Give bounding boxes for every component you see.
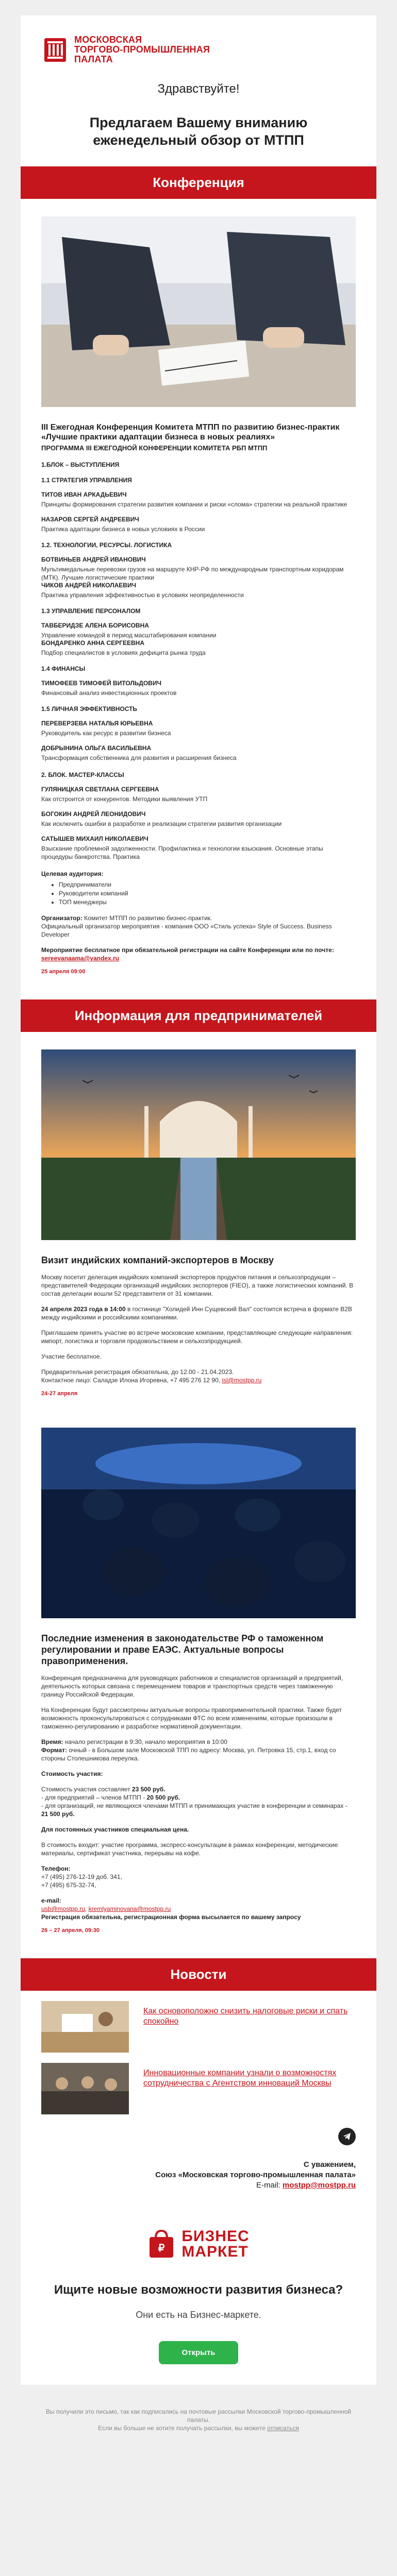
india-paragraph: 24 апреля 2023 года в 14:00 в гостинице "Холидей Инн Сущевский Вал" состоится встреча в формате B2B между индийскими и российскими компаниями. [41,1306,352,1321]
talk-title: Трансформация собственника для развития и расширения бизнеса [41,754,237,761]
speaker-name: НАЗАРОВ СЕРГЕЙ АНДРЕЕВИЧ [41,516,139,523]
india-section [21,1032,376,1958]
business-market-sub: Они есть на Бизнес-маркете. [136,2310,261,2320]
india-paragraph: Предварительная регистрация обязательна, до 12.00 - 21.04.2023. Контактное лицо: Саладзе Илона Игоревна, +7 495 276 12 90, isl@mostpp.ru [41,1368,262,1384]
footer: Вы получили это письмо, так как подписались на почтовые рассылки Московской торгово-промышленной палаты. Если вы больше не хотите получать рассылки, вы можете отписаться [46,2408,351,2432]
news-link[interactable]: Как основоположно снизить налоговые риски и спать спокойно [143,2007,348,2026]
talk-title: Взыскание проблемной задолженности. Профилактика и технологии взыскания. Основные этапы процедуры банкротства. Практика [41,845,323,860]
registration-email-link[interactable]: sereevanaama@yandex.ru [41,955,120,962]
conference-subtitle: «Лучшие практики адаптации бизнеса в новых реалиях» [41,433,275,442]
customs-title: Последние изменения в законодательстве РФ о таможенном регулировании и праве ЕАЭС. Актуальные вопросы правоприменения. [41,1633,324,1666]
customs-paragraph: Конференция предназначена для руководящих работников и специалистов организаций и предприятий, деятельность которых связана с перемещением товаров и транспортных средств через таможенную границу Российской Федерации. [41,1674,343,1698]
talk-title: Управление командой в период масштабирования компании [41,632,217,639]
india-paragraph: Участие бесплатное. [41,1353,102,1360]
section-header-conference: Конференция [21,166,376,199]
customs-paragraph: В стоимость входит: участие программа, экспресс-консультации в рамках конференции, методические материалы, сертификат участника, перерывы на кофе. [41,1841,338,1857]
speaker-name: ДОБРЫНИНА ОЛЬГА ВАСИЛЬЕВНА [41,744,152,752]
speaker-name: ТИМОФЕЕВ ТИМОФЕЙ ВИТОЛЬДОВИЧ [41,680,161,687]
customs-paragraph: Время: начало регистрации в 9:30, начало мероприятия в 10:00 Формат: очный - в Большом зале Московской ТПП по адресу: Москва, ул. Петровка 15, стр.1, вход со стороны Столешникова переулка. [41,1738,336,1762]
audience-list [59,880,356,907]
cost-const: Для постоянных участников специальная цена. [41,1826,189,1833]
talk-title: Мультимедальные перевозки грузов на маршруте КНР-РФ по международным транспортным коридорам (МТК). Лучшие логистические практики [41,566,344,581]
partner-text: Официальный организатор мероприятия - компания ООО «Стиль успеха» Style of Success. Business Developer [41,923,332,938]
signature-email-link[interactable]: mostpp@mostpp.ru [282,2181,356,2190]
list-item: • Предприниматели [59,880,356,889]
block-heading: 1.БЛОК – ВЫСТУПЛЕНИЯ [41,461,120,468]
news-item[interactable] [21,2053,376,2114]
event-date: 26 – 27 апреля, 09:30 [41,1927,100,1934]
contacts: Телефон: +7 (495) 276-12-19 доб. 341, +7 (495) 675-32-74, [41,1865,122,1889]
talk-title: Финансовый анализ инвестиционных проектов [41,689,177,697]
customs-paragraph: На Конференции будут рассмотрены актуальные вопросы правоприменительной практики. Также будет возможность проконсультироваться с сотрудниками ФТС по всем изменениям, которые произошли в таможенно-регулированию и разработке нормативной документации. [41,1706,342,1730]
news-link[interactable]: Инновационные компании узнали о возможностях сотрудничества с Агентством инноваций Москвы [143,2069,337,2088]
news-item[interactable] [21,1991,376,2053]
section-header-news: Новости [21,1958,376,1991]
open-button[interactable]: Открыть [159,2341,238,2364]
speaker-name: ЧИКОВ АНДРЕЙ НИКОЛАЕВИЧ [41,582,137,589]
speaker-name: ПЕРЕВЕРЗЕВА НАТАЛЬЯ ЮРЬЕВНА [41,720,153,727]
organizer-note [41,914,356,939]
talk-title: Как отстроится от конкурентов. Методики выявления УТП [41,795,208,803]
unsubscribe-link[interactable]: отписаться [267,2425,299,2432]
talk-title: Практика управления эффективностью в условиях неопределенности [41,591,244,599]
list-item: • Руководители компаний [59,889,356,898]
organizer-text: Комитет МТПП по развитию бизнес-практик. [82,914,212,922]
list-item: • ТОП менеджеры [59,898,356,907]
subsection-heading: 1.1 СТРАТЕГИЯ УПРАВЛЕНИЯ [41,477,132,484]
program-title: ПРОГРАММА III ЕЖЕГОДНОЙ КОНФЕРЕНЦИИ КОМИТЕТА РБП МТПП [41,444,268,452]
email-link[interactable]: kremlyaminovana@mostpp.ru [88,1905,171,1912]
conference-section [21,199,376,999]
telegram-icon[interactable] [338,2128,356,2145]
business-market-card [21,2203,376,2385]
audience-title: Целевая аудитория: [41,870,104,877]
conference-title: III Ежегодная Конференция Комитета МТПП по развитию бизнес-практик [41,423,340,432]
contact-email-link[interactable]: isl@mostpp.ru [222,1377,262,1384]
talk-title: Как исключить ошибки в разработке и реализации стратегии развития организации [41,820,282,827]
talk-title: Принципы формирования стратегии развития компании и риски «слома» стратегии на реальной практике [41,501,348,508]
india-paragraph: Приглашаем принять участие во встрече московские компании, представляющие следующие направления: импорт, логистика и торговля продовольствием и сельхозпродукцией. [41,1329,353,1345]
india-title: Визит индийских компаний-экспортеров в Москву [41,1255,274,1265]
subsection-heading: 1.3 УПРАВЛЕНИЕ ПЕРСОНАЛОМ [41,607,141,615]
newsletter-card [21,15,376,2203]
speaker-name: ТАВБЕРИДЗЕ АЛЕНА БОРИСОВНА [41,622,149,629]
speaker-name: БОГОКИН АНДРЕЙ ЛЕОНИДОВИЧ [41,810,146,818]
speaker-name: ГУЛЯНИЦКАЯ СВЕТЛАНА СЕРГЕЕВНА [41,786,159,793]
mtpp-logo-text: МОСКОВСКАЯ ТОРГОВО-ПРОМЫШЛЕННАЯ ПАЛАТА [74,35,210,64]
intro-heading: Предлагаем Вашему вниманию еженедельный обзор от МТПП [89,115,308,148]
india-paragraph: Москву посетит делегация индийских компаний экспортеров продуктов питания и сельхозпродукции – представителей Федерации организаций индийских экспортеров (FIEO), а также логистических компаний. В состав делегации вошли 52 представителя от 31 компании. [41,1274,354,1297]
event-date: 24-27 апреля [41,1391,78,1397]
talk-title: Подбор специалистов в условиях дефицита рынка труда [41,649,206,656]
emails: e-mail: usb@mostpp.ru, kremlyaminovana@mostpp.ru Регистрация обязательна, регистрационная форма высылается по вашему запросу [41,1897,301,1921]
taj-mahal-photo [41,1049,356,1240]
email-link[interactable]: usb@mostpp.ru [41,1905,85,1912]
business-market-logo: ₽ БИЗНЕС МАРКЕТ [147,2229,249,2260]
speaker-name: САТЫШЕВ МИХАИЛ НИКОЛАЕВИЧ [41,835,148,842]
talk-title: Практика адаптации бизнеса в новых условиях в России [41,526,205,533]
registration-note: Мероприятие бесплатное при обязательной регистрации на сайте Конференции или по почте: sereevanaama@yandex.ru [41,946,334,962]
conference-hall-photo [41,1428,356,1618]
subsection-heading: 1.5 ЛИЧНАЯ ЭФФЕКТИВНОСТЬ [41,705,138,713]
subsection-heading: 1.2. ТЕХНОЛОГИИ, РЕСУРСЫ. ЛОГИСТИКА [41,541,172,549]
cost-title: Стоимость участия: [41,1770,103,1777]
talk-title: Руководитель как ресурс в развитии бизнеса [41,730,171,737]
signature: С уважением, Союз «Московская торгово-промышленная палата» E-mail: mostpp@mostpp.ru [155,2160,356,2190]
speaker-name: БОНДАРЕНКО АННА СЕРГЕЕВНА [41,639,144,647]
shopping-bag-icon [147,2229,175,2260]
block-heading: 2. БЛОК. МАСТЕР-КЛАССЫ [41,771,124,778]
subsection-heading: 1.4 ФИНАНСЫ [41,665,86,672]
news-thumbnail [41,2063,129,2114]
speaker-name: ТИТОВ ИВАН АРКАДЬЕВИЧ [41,491,127,498]
organizer-label: Организатор: [41,914,82,922]
mtpp-emblem-icon [41,36,69,64]
svg-text:₽: ₽ [158,2243,165,2254]
speaker-name: БОТВИНЬЕВ АНДРЕЙ ИВАНОВИЧ [41,556,146,563]
conference-photo [41,216,356,407]
news-thumbnail [41,2001,129,2053]
cost-details: Стоимость участия составляет 23 500 руб. - для предприятий – членов МТПП - 20 500 руб. - для организаций, не являющихся членами МТПП и принимающих участие в конференции и семинарах - 21 500 руб. [41,1786,348,1818]
event-date: 25 апреля 09:00 [41,969,86,975]
business-market-question: Ищите новые возможности развития бизнеса? [54,2283,343,2297]
section-header-entrepreneurs: Информация для предпринимателей [21,999,376,1032]
header [21,15,376,67]
greeting: Здравствуйте! [157,82,240,96]
